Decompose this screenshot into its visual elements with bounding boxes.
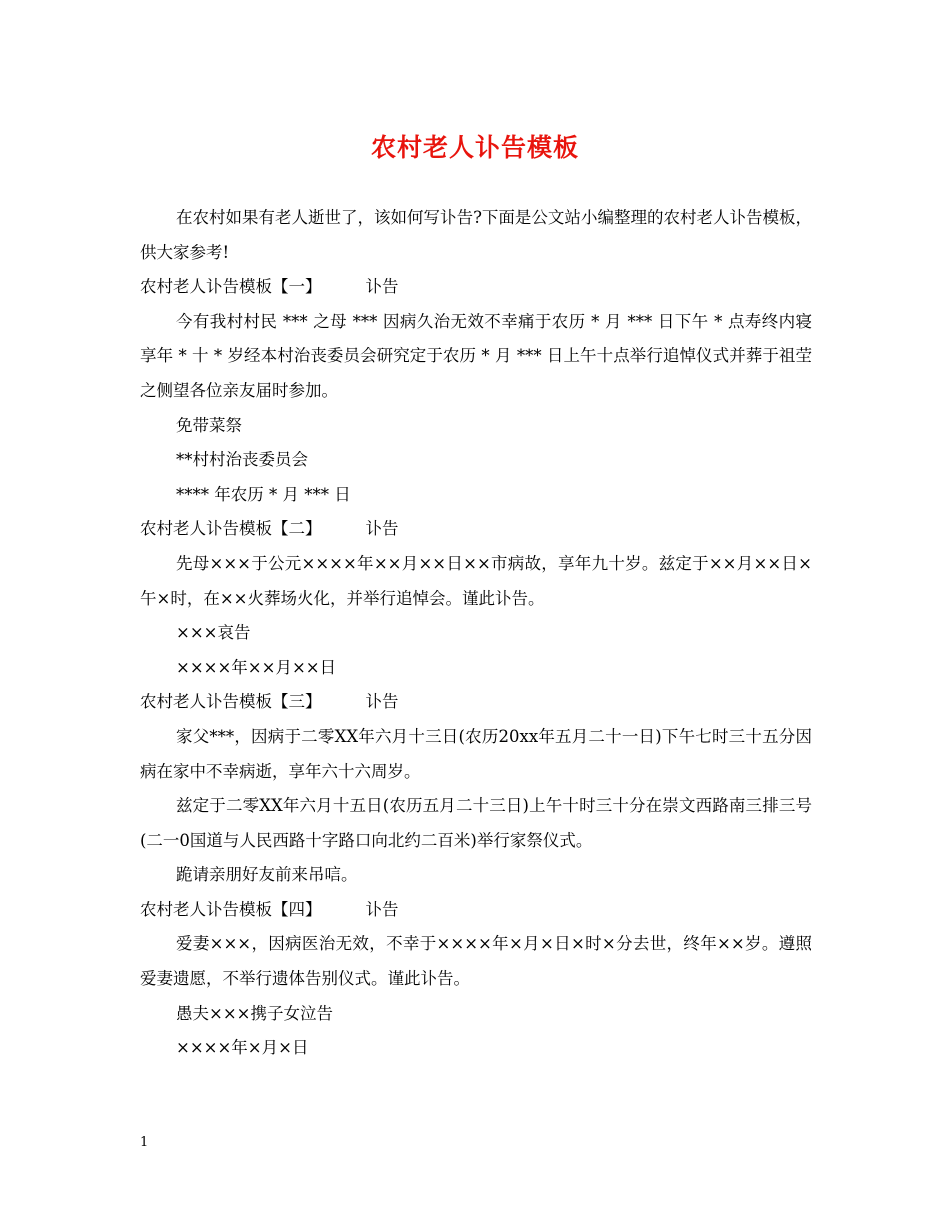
section-paragraph: 先母×××于公元××××年××月××日××市病故，享年九十岁。兹定于××月××日×午×时，在××火葬场火化，并举行追悼会。谨此讣告。 xyxy=(140,553,812,608)
section-4 xyxy=(140,893,812,1066)
section-heading-title: 农村老人讣告模板【一】 xyxy=(140,277,322,297)
section-heading xyxy=(140,893,812,928)
section-paragraph: 跪请亲朋好友前来吊唁。 xyxy=(176,865,358,885)
section-heading-title: 农村老人讣告模板【三】 xyxy=(140,692,322,712)
section-paragraph: **** 年农历 * 月 *** 日 xyxy=(176,484,351,504)
section-3 xyxy=(140,685,812,893)
section-heading-title: 农村老人讣告模板【二】 xyxy=(140,519,322,539)
section-paragraph: 爱妻×××，因病医治无效，不幸于××××年×月×日×时×分去世，终年××岁。遵照爱妻遗愿，不举行遗体告别仪式。谨此讣告。 xyxy=(140,934,812,989)
document-body xyxy=(140,201,812,1066)
section-paragraph: 兹定于二零XX年六月十五日(农历五月二十三日)上午十时三十分在崇文西路南三排三号(二一0国道与人民西路十字路口向北约二百米)举行家祭仪式。 xyxy=(140,796,812,850)
document-title: 农村老人讣告模板 xyxy=(370,133,579,162)
page-number: 1 xyxy=(140,1135,149,1150)
section-2 xyxy=(140,512,812,685)
section-heading-label: 讣告 xyxy=(365,277,399,297)
section-heading-title: 农村老人讣告模板【四】 xyxy=(140,899,322,919)
section-heading-label: 讣告 xyxy=(365,519,399,539)
section-heading xyxy=(140,512,812,547)
section-paragraph: 愚夫×××携子女泣告 xyxy=(176,1003,333,1023)
section-heading-label: 讣告 xyxy=(365,692,399,712)
section-paragraph: ××××年××月××日 xyxy=(176,657,337,677)
section-paragraph: 免带菜祭 xyxy=(176,415,242,435)
section-paragraph: 家父***，因病于二零XX年六月十三日(农历20xx年五月二十一日)下午七时三十五分因病在家中不幸病逝，享年六十六周岁。 xyxy=(140,726,812,781)
intro-paragraph: 在农村如果有老人逝世了，该如何写讣告?下面是公文站小编整理的农村老人讣告模板，供大家参考! xyxy=(140,208,812,262)
section-paragraph: **村村治丧委员会 xyxy=(176,450,308,470)
section-paragraph: ××××年×月×日 xyxy=(176,1038,309,1058)
section-paragraph: ×××哀告 xyxy=(176,623,251,643)
section-heading-label: 讣告 xyxy=(365,899,399,919)
section-heading xyxy=(140,270,812,305)
section-1 xyxy=(140,270,812,512)
section-heading xyxy=(140,685,812,720)
section-paragraph: 今有我村村民 *** 之母 *** 因病久治无效不幸痛于农历 * 月 *** 日下午 * 点寿终内寝享年 * 十 * 岁经本村治丧委员会研究定于农历 * 月 *** 日上午十点举行追悼仪式并葬于祖茔之侧望各位亲友届时参加。 xyxy=(140,311,812,400)
